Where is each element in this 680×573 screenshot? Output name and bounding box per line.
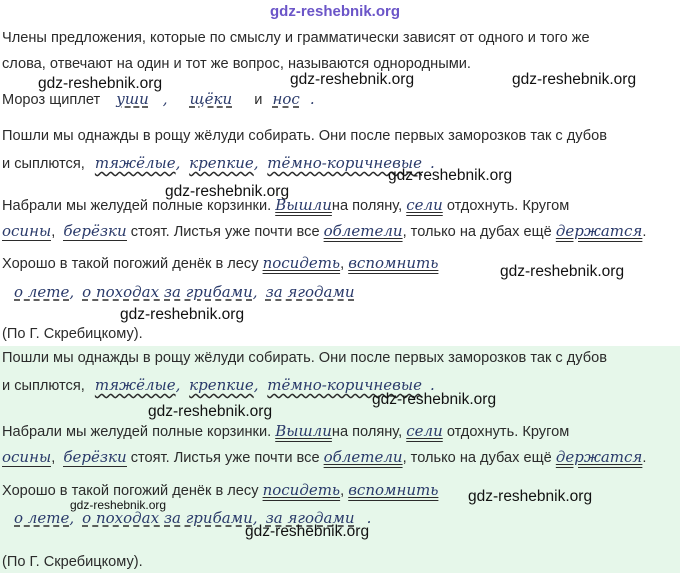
object-word: о лете [14,283,70,301]
subject-word: нос [272,90,300,108]
watermark: gdz-reshebnik.org [290,71,415,88]
predicate-word: держатся [555,448,643,466]
adjective-word: крепкие [189,376,254,394]
passage-line: и сыплются, тяжёлые, крепкие, тёмно-коричневые . [2,376,435,394]
predicate-word: посидеть [262,254,341,272]
watermark: gdz-reshebnik.org [500,263,625,280]
predicate-word: вспомнить [348,254,439,272]
subject-word: щёки [189,90,233,108]
object-word: за ягодами [265,283,355,301]
watermark: gdz-reshebnik.org [245,523,370,540]
watermark: gdz-reshebnik.org [512,71,637,88]
passage-line: Набрали мы желудей полные корзинки. Вышлина поляну, сели отдохнуть. Кругом [2,196,570,214]
predicate-word: держатся [555,222,643,240]
adjective-word: тёмно-коричневые [267,154,422,172]
adjective-word: тяжёлые [94,376,176,394]
subject-word: берёзки [63,448,127,466]
object-word: о лете [14,509,70,527]
passage-line: о лете, о походах за грибами, за ягодами . [14,509,372,527]
passage-line: о лете, о походах за грибами, за ягодами [14,283,355,301]
passage-line: Пошли мы однажды в рощу жёлуди собирать. Они после первых заморозков так с дубов [2,128,607,144]
watermark: gdz-reshebnik.org [388,167,513,184]
predicate-word: облетели [323,222,403,240]
adjective-word: крепкие [189,154,254,172]
adjective-word: тёмно-коричневые [267,376,422,394]
watermark: gdz-reshebnik.org [468,488,593,505]
definition-line-2: слова, отвечают на один и тот же вопрос, называются однородными. [2,56,471,72]
object-word: о походах за грибами [82,283,253,301]
object-word: о походах за грибами [82,509,253,527]
passage-line: Пошли мы однажды в рощу жёлуди собирать. Они после первых заморозков так с дубов [2,350,607,366]
watermark: gdz-reshebnik.org [38,75,163,92]
subject-word: берёзки [63,222,127,240]
source-note: (По Г. Скребицкому). [2,554,143,570]
definition-line-1: Члены предложения, которые по смыслу и грамматически зависят от одного и того же [2,30,590,46]
passage-line: Хорошо в такой погожий денёк в лесу посидеть, вспомнить [2,481,439,499]
subject-word: осины [2,222,52,240]
passage-line: осины, берёзки стоят. Листья уже почти все облетели, только на дубах ещё держатся. [2,448,647,466]
watermark: gdz-reshebnik.org [148,403,273,420]
source-note: (По Г. Скребицкому). [2,326,143,342]
passage-line: Хорошо в такой погожий денёк в лесу посидеть, вспомнить [2,254,439,272]
watermark-top: gdz-reshebnik.org [270,3,401,20]
watermark: gdz-reshebnik.org [70,498,167,512]
passage-line: осины, берёзки стоят. Листья уже почти все облетели, только на дубах ещё держатся. [2,222,647,240]
watermark: gdz-reshebnik.org [372,391,497,408]
object-word: за ягодами [265,509,355,527]
adjective-word: тяжёлые [94,154,176,172]
predicate-word: Вышли [275,422,332,440]
predicate-word: вспомнить [348,481,439,499]
predicate-word: посидеть [262,481,341,499]
passage-line: Набрали мы желудей полные корзинки. Вышлина поляну, сели отдохнуть. Кругом [2,422,570,440]
subject-word: уши [116,90,149,108]
watermark: gdz-reshebnik.org [120,306,245,323]
predicate-word: сели [406,422,443,440]
predicate-word: облетели [323,448,403,466]
predicate-word: сели [406,196,443,214]
predicate-word: Вышли [275,196,332,214]
watermark: gdz-reshebnik.org [165,183,290,200]
passage-line: и сыплются, тяжёлые, крепкие, тёмно-коричневые . [2,154,435,172]
frost-sentence: Мороз щиплет уши , щёки и нос . [2,90,315,108]
subject-word: осины [2,448,52,466]
